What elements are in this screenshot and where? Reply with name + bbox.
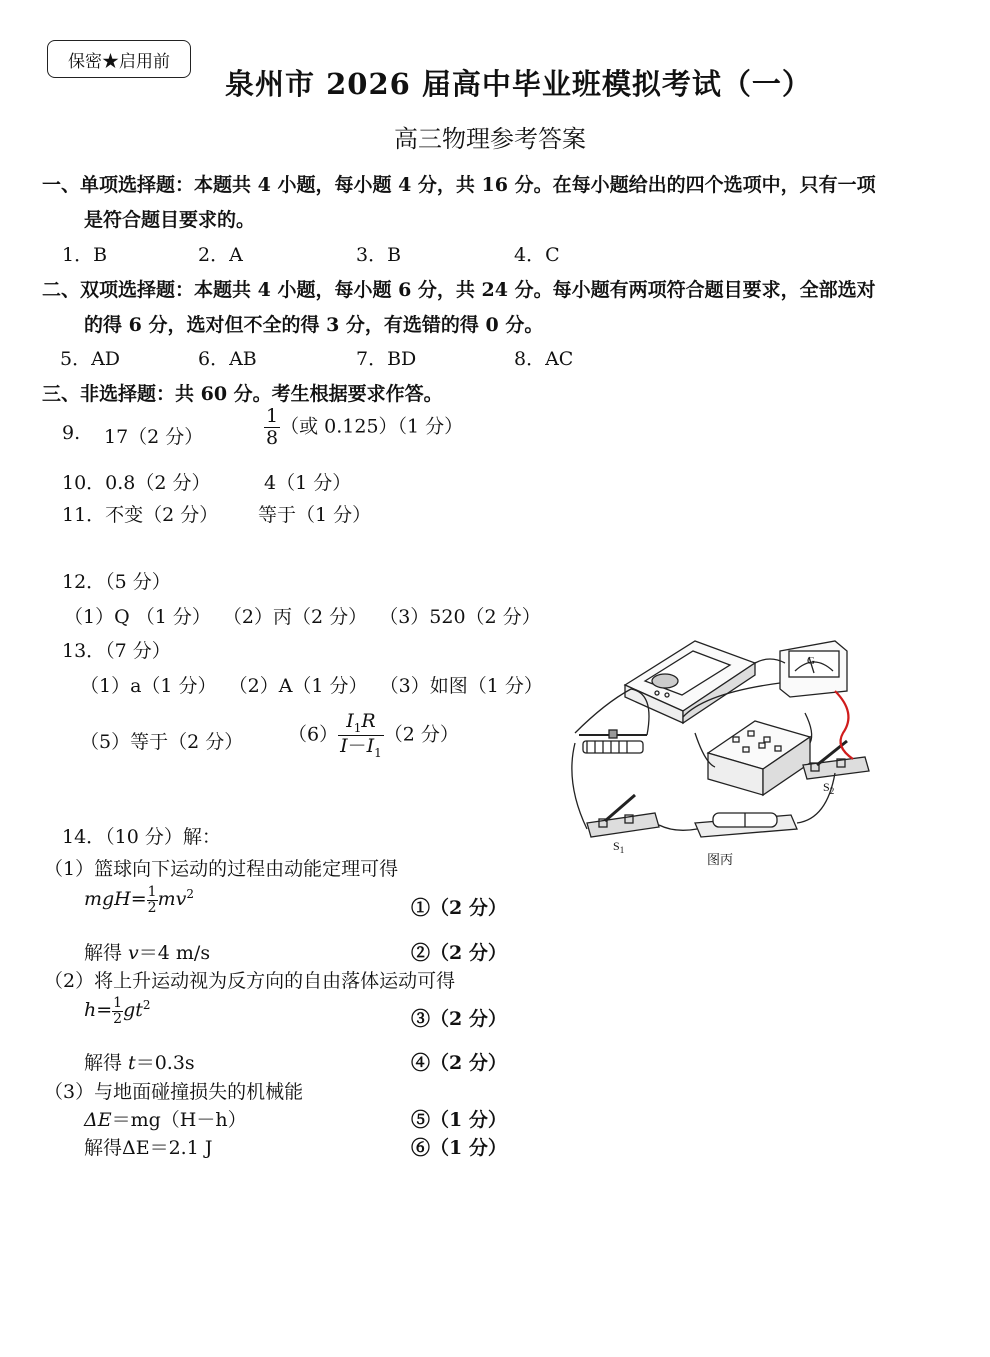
resistance-box <box>708 721 810 795</box>
q14-sol2: 解得 t＝0.3s <box>84 1052 195 1074</box>
answer-1: 1．B <box>62 244 108 266</box>
q11-answer-2: 等于（1 分） <box>258 504 372 526</box>
confidential-stamp: 保密★启用前 <box>47 40 191 78</box>
section3-heading: 三、非选择题：共 60 分。考生根据要求作答。 <box>42 383 443 405</box>
q14-part1: （1）篮球向下运动的过程由动能定理可得 <box>44 858 399 880</box>
q14-sol3: 解得ΔE＝2.1 J <box>84 1137 213 1159</box>
q13-part5: （5）等于（2 分） <box>80 731 244 753</box>
answer-4: 4．C <box>514 244 560 266</box>
q13-heading: 13．（7 分） <box>62 640 171 662</box>
answer-6: 6．AB <box>198 348 257 370</box>
q14-eq2: h= $\frac{1}{2}$ $gt^2$ <box>84 995 151 1027</box>
battery <box>695 813 797 837</box>
meter-symbol: G <box>807 655 815 667</box>
q14-eq1-score: ①（2 分） <box>411 897 507 919</box>
q12-heading: 12．（5 分） <box>62 571 171 593</box>
q9-label: 9. <box>62 422 81 444</box>
section1-heading-cont: 是符合题目要求的。 <box>84 209 256 231</box>
q14-eq1: mgH= $\frac{1}{2}$ $mv^2$ <box>84 884 194 916</box>
answer-5: 5．AD <box>60 348 121 370</box>
exam-title: 泉州市 2026 届高中毕业班模拟考试（一） <box>225 67 812 101</box>
q14-eq3: ΔE＝mg（H－h） <box>84 1109 247 1131</box>
section2-heading: 二、双项选择题：本题共 4 小题，每小题 6 分，共 24 分。每小题有两项符合题目要求，全部选对 <box>42 279 876 301</box>
q14-sol2-score: ④（2 分） <box>411 1052 507 1074</box>
answer-8: 8．AC <box>514 348 574 370</box>
q10-answer-2: 4（1 分） <box>264 472 352 494</box>
s1-label: $S_1$ <box>613 839 625 855</box>
section2-heading-cont: 的得 6 分，选对但不全的得 3 分，有选错的得 0 分。 <box>84 314 544 336</box>
section1-heading: 一、单项选择题：本题共 4 小题，每小题 4 分，共 16 分。在每小题给出的四个选项中，只有一项 <box>42 174 876 196</box>
q14-eq2-score: ③（2 分） <box>411 1008 507 1030</box>
switch-s1 <box>587 795 659 837</box>
answer-7: 7．BD <box>356 348 417 370</box>
q10-answer-1: 10．0.8（2 分） <box>62 472 211 494</box>
q14-part2: （2）将上升运动视为反方向的自由落体运动可得 <box>44 970 456 992</box>
s2-label: $S_2$ <box>823 780 835 796</box>
rheostat <box>579 730 647 753</box>
q9-fraction: $\frac{1}{8}$ <box>266 405 279 449</box>
q14-heading: 14．（10 分）解： <box>62 826 221 848</box>
answer-3: 3．B <box>356 244 402 266</box>
q14-eq3-score: ⑤（1 分） <box>411 1109 507 1131</box>
answer-2: 2．A <box>198 244 243 266</box>
q9-answer-2: $\frac{1}{8}$ （或 0.125）（1 分） <box>266 405 464 449</box>
q9-answer-1: 17（2 分） <box>104 426 204 448</box>
circuit-diagram <box>565 633 880 878</box>
answer-key-subtitle: 高三物理参考答案 <box>394 125 586 153</box>
q11-answer-1: 11．不变（2 分） <box>62 504 219 526</box>
diagram-caption: 图丙 <box>707 853 734 868</box>
switch-s2 <box>803 741 869 779</box>
q14-sol1-score: ②（2 分） <box>411 942 507 964</box>
q14-sol3-score: ⑥（1 分） <box>411 1137 507 1159</box>
galvanometer <box>780 641 847 697</box>
q13-part6: （6） $\frac{I_1R}{I-I_1}$ （2 分） <box>288 710 459 760</box>
q12-answers: （1）Q （1 分） （2）丙（2 分） （3）520（2 分） <box>64 606 541 628</box>
q13-answers-line1: （1）a（1 分） （2）A（1 分） （3）如图（1 分） <box>80 675 543 697</box>
q14-part3: （3）与地面碰撞损失的机械能 <box>44 1081 304 1103</box>
q14-sol1: 解得 v＝4 m/s <box>84 942 211 964</box>
q13-formula: $\frac{I_1R}{I-I_1}$ <box>340 710 382 760</box>
